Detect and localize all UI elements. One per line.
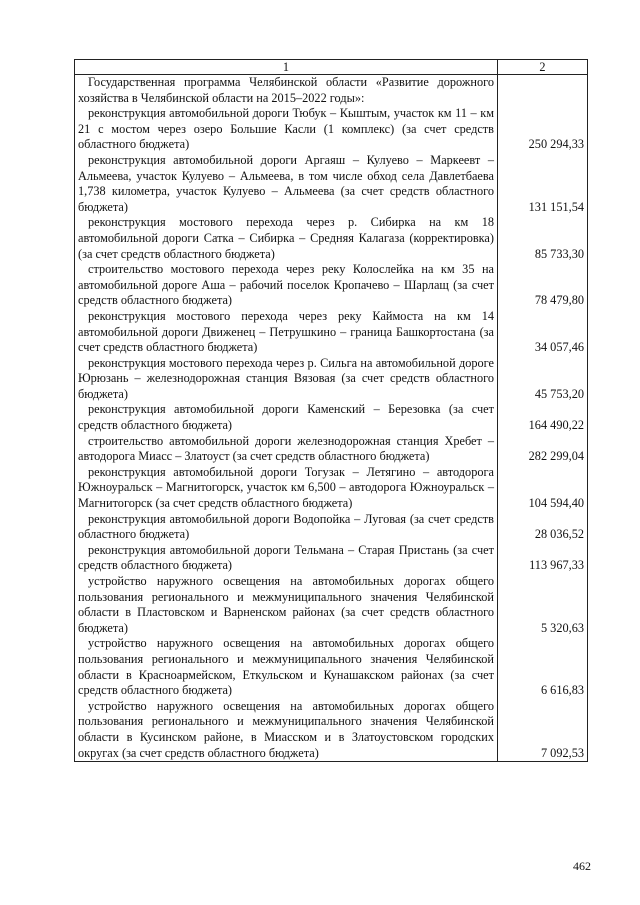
table-row <box>75 262 588 309</box>
row-amount: 5 320,63 <box>498 574 588 636</box>
row-amount: 113 967,33 <box>498 543 588 574</box>
row-description: строительство автомобильной дороги железнодорожная станция Хребет – автодорога Миасс – Златоуст (за счет средств областного бюджета) <box>78 433 494 464</box>
row-amount: 85 733,30 <box>498 215 588 262</box>
row-description: реконструкция автомобильной дороги Каменский – Березовка (за счет средств областного бюджета) <box>78 402 494 433</box>
row-description: реконструкция автомобильной дороги Аргаяш – Кулуево – Маркеевт – Альмеева, участок Кулуево – Альмеева, в том числе обход села Давлетбаева 1,738 километра, участок Кулуево – Альмеева (за счет средств областного бюджета) <box>78 152 494 214</box>
row-amount: 78 479,80 <box>498 262 588 309</box>
table-row <box>75 215 588 262</box>
row-description: реконструкция автомобильной дороги Тельмана – Старая Пристань (за счет средств областного бюджета) <box>78 542 494 573</box>
table-row <box>75 434 588 465</box>
header-col-2: 2 <box>498 60 588 75</box>
row-description: реконструкция мостового перехода через реку Каймоста на км 14 автомобильной дороги Движенец – Петрушкино – граница Башкортостана (за счет средств областного бюджета) <box>78 308 494 355</box>
row-description: реконструкция автомобильной дороги Водопойка – Луговая (за счет средств областного бюджета) <box>78 511 494 542</box>
header-col-1: 1 <box>75 60 498 75</box>
table-row <box>75 402 588 433</box>
row-description: устройство наружного освещения на автомобильных дорогах общего пользования регионального и межмуниципального значения Челябинской области в Кусинском районе, в Миасском и в Златоустовском городских округах (за счет средств областного бюджета) <box>78 698 494 760</box>
table-row <box>75 356 588 403</box>
table-row <box>75 543 588 574</box>
row-amount: 45 753,20 <box>498 356 588 403</box>
row-amount: 7 092,53 <box>498 699 588 762</box>
row-amount: 131 151,54 <box>498 153 588 215</box>
header-row <box>75 60 588 75</box>
row-amount: 6 616,83 <box>498 636 588 698</box>
row-amount: 34 057,46 <box>498 309 588 356</box>
table-row <box>75 153 588 215</box>
row-amount: 104 594,40 <box>498 465 588 512</box>
table-row <box>75 106 588 153</box>
row-description: реконструкция мостового перехода через р. Сибирка на км 18 автомобильной дороги Сатка – Сибирка – Средняя Калагаза (корректировка) (за счет средств областного бюджета) <box>78 215 494 261</box>
row-description: реконструкция автомобильной дороги Тогузак – Летягино – автодорога Южноуральск – Магнитогорск, участок км 6,500 – автодорога Южноуральск – Магнитогорск (за счет средств областного бюджета) <box>78 464 494 511</box>
budget-table <box>74 59 588 762</box>
table-row <box>75 512 588 543</box>
row-amount: 282 299,04 <box>498 434 588 465</box>
row-amount: 250 294,33 <box>498 106 588 153</box>
row-description: реконструкция автомобильной дороги Тюбук – Кыштым, участок км 11 – км 21 с мостом через озеро Большие Касли (1 комплекс) (за счет средств областного бюджета) <box>78 106 494 152</box>
table-row <box>75 636 588 698</box>
row-amount: 28 036,52 <box>498 512 588 543</box>
table-row <box>75 574 588 636</box>
row-amount: 164 490,22 <box>498 402 588 433</box>
program-title-row <box>75 75 588 107</box>
table-row <box>75 465 588 512</box>
row-description: устройство наружного освещения на автомобильных дорогах общего пользования регионального и межмуниципального значения Челябинской области в Пластовском и Варненском районах (за счет средств областного бюджета) <box>78 574 494 635</box>
row-description: реконструкция мостового перехода через р. Сильга на автомобильной дороге Юрюзань – железнодорожная станция Вязовая (за счет средств областного бюджета) <box>78 355 494 401</box>
table-row <box>75 309 588 356</box>
row-description: строительство мостового перехода через реку Колослейка на км 35 на автомобильной дороге Аша – рабочий поселок Кропачево – Шарлащ (за счет средств областного бюджета) <box>78 262 494 308</box>
page-number: 462 <box>573 859 591 873</box>
row-description: устройство наружного освещения на автомобильных дорогах общего пользования регионального и межмуниципального значения Челябинской области в Красноармейском, Еткульском и Кунашакском районах (за счет средств областного бюджета) <box>78 636 494 698</box>
program-title: Государственная программа Челябинской области «Развитие дорожного хозяйства в Челябинской области на 2015–2022 годы»: <box>78 75 494 105</box>
table-row <box>75 699 588 762</box>
